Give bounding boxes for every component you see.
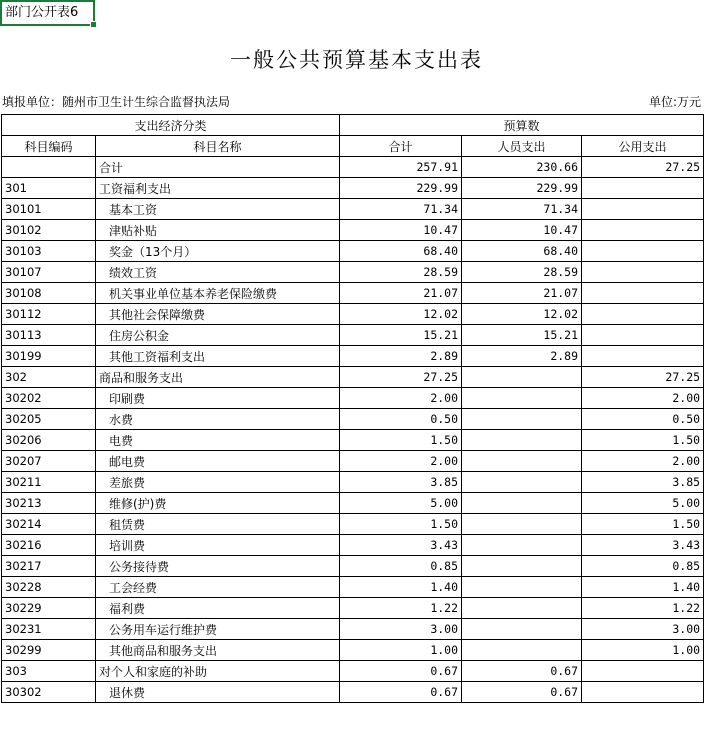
row-name-cell[interactable]: 机关事业单位基本养老保险缴费	[96, 283, 340, 304]
row-code-cell[interactable]: 30206	[2, 430, 96, 451]
header-row-group	[2, 115, 704, 136]
header-code: 科目编码	[2, 136, 96, 157]
row-public-cell[interactable]: 1.50	[582, 430, 704, 451]
table-row[interactable]	[2, 388, 704, 409]
row-name-cell[interactable]: 商品和服务支出	[96, 367, 340, 388]
row-personnel-cell[interactable]: 0.67	[462, 661, 582, 682]
row-public-cell[interactable]	[582, 241, 704, 262]
table-row[interactable]	[2, 283, 704, 304]
selection-fill-handle[interactable]	[90, 21, 97, 28]
row-name-cell[interactable]: 福利费	[96, 598, 340, 619]
row-code-cell[interactable]: 30217	[2, 556, 96, 577]
table-row[interactable]	[2, 346, 704, 367]
row-personnel-cell[interactable]	[462, 619, 582, 640]
row-name-cell[interactable]: 退休费	[96, 682, 340, 703]
row-personnel-cell[interactable]	[462, 640, 582, 661]
row-total-cell[interactable]: 3.85	[340, 472, 462, 493]
row-public-cell[interactable]: 0.50	[582, 409, 704, 430]
row-name-cell[interactable]: 水费	[96, 409, 340, 430]
table-row[interactable]	[2, 640, 704, 661]
row-name-cell[interactable]: 维修(护)费	[96, 493, 340, 514]
row-personnel-cell[interactable]: 68.40	[462, 241, 582, 262]
row-public-cell[interactable]: 3.00	[582, 619, 704, 640]
row-personnel-cell[interactable]	[462, 514, 582, 535]
row-code-cell[interactable]: 30229	[2, 598, 96, 619]
row-personnel-cell[interactable]	[462, 472, 582, 493]
row-name-cell[interactable]: 工会经费	[96, 577, 340, 598]
row-code-cell[interactable]: 30207	[2, 451, 96, 472]
row-personnel-cell[interactable]	[462, 556, 582, 577]
row-code-cell[interactable]: 302	[2, 367, 96, 388]
row-public-cell[interactable]: 27.25	[582, 367, 704, 388]
row-public-cell[interactable]: 1.40	[582, 577, 704, 598]
table-row[interactable]	[2, 367, 704, 388]
row-code-cell[interactable]: 30216	[2, 535, 96, 556]
table-row[interactable]	[2, 661, 704, 682]
row-code-cell[interactable]: 30211	[2, 472, 96, 493]
table-row[interactable]	[2, 451, 704, 472]
row-public-cell[interactable]	[582, 304, 704, 325]
row-public-cell[interactable]: 1.50	[582, 514, 704, 535]
row-total-cell[interactable]: 1.50	[340, 514, 462, 535]
row-public-cell[interactable]	[582, 325, 704, 346]
report-meta-row	[2, 93, 701, 109]
row-code-cell[interactable]: 30205	[2, 409, 96, 430]
row-code-cell[interactable]: 30103	[2, 241, 96, 262]
row-code-cell[interactable]: 30199	[2, 346, 96, 367]
row-public-cell[interactable]: 3.43	[582, 535, 704, 556]
row-code-cell[interactable]: 30107	[2, 262, 96, 283]
row-total-cell[interactable]: 2.00	[340, 388, 462, 409]
row-code-cell[interactable]: 30102	[2, 220, 96, 241]
page-title: 一般公共预算基本支出表	[230, 48, 483, 72]
row-total-cell[interactable]: 27.25	[340, 367, 462, 388]
row-code-cell[interactable]: 30101	[2, 199, 96, 220]
row-code-cell[interactable]: 303	[2, 661, 96, 682]
row-public-cell[interactable]	[582, 199, 704, 220]
row-code-cell[interactable]: 30108	[2, 283, 96, 304]
row-code-cell[interactable]: 30202	[2, 388, 96, 409]
row-code-cell[interactable]: 30213	[2, 493, 96, 514]
row-personnel-cell[interactable]	[462, 577, 582, 598]
header-row-columns	[2, 136, 704, 157]
row-personnel-cell[interactable]: 28.59	[462, 262, 582, 283]
row-code-cell[interactable]: 30299	[2, 640, 96, 661]
table-row[interactable]	[2, 598, 704, 619]
row-personnel-cell[interactable]	[462, 451, 582, 472]
row-code-cell[interactable]	[2, 157, 96, 178]
row-public-cell[interactable]	[582, 661, 704, 682]
table-row[interactable]	[2, 514, 704, 535]
budget-table	[1, 114, 704, 703]
row-total-cell[interactable]: 71.34	[340, 199, 462, 220]
row-total-cell[interactable]: 257.91	[340, 157, 462, 178]
header-public: 公用支出	[582, 136, 704, 157]
row-personnel-cell[interactable]: 21.07	[462, 283, 582, 304]
table-row[interactable]	[2, 304, 704, 325]
row-total-cell[interactable]: 10.47	[340, 220, 462, 241]
row-public-cell[interactable]: 5.00	[582, 493, 704, 514]
filing-unit: 填报单位：随州市卫生计生综合监督执法局	[2, 95, 231, 109]
row-name-cell[interactable]: 合计	[96, 157, 340, 178]
table-row[interactable]	[2, 157, 704, 178]
row-total-cell[interactable]: 0.67	[340, 661, 462, 682]
row-total-cell[interactable]: 68.40	[340, 241, 462, 262]
row-total-cell[interactable]: 21.07	[340, 283, 462, 304]
table-row[interactable]	[2, 325, 704, 346]
row-public-cell[interactable]: 2.00	[582, 388, 704, 409]
table-row[interactable]	[2, 220, 704, 241]
row-personnel-cell[interactable]: 12.02	[462, 304, 582, 325]
table-row[interactable]	[2, 493, 704, 514]
row-total-cell[interactable]: 1.00	[340, 640, 462, 661]
header-personnel: 人员支出	[462, 136, 582, 157]
table-row[interactable]	[2, 199, 704, 220]
row-name-cell[interactable]: 奖金（13个月）	[96, 241, 340, 262]
row-code-cell[interactable]: 30112	[2, 304, 96, 325]
row-total-cell[interactable]: 2.89	[340, 346, 462, 367]
row-total-cell[interactable]: 1.50	[340, 430, 462, 451]
header-name: 科目名称	[96, 136, 340, 157]
row-name-cell[interactable]: 培训费	[96, 535, 340, 556]
header-expense-category: 支出经济分类	[2, 115, 340, 136]
row-total-cell[interactable]: 0.50	[340, 409, 462, 430]
row-personnel-cell[interactable]	[462, 388, 582, 409]
row-public-cell[interactable]: 1.22	[582, 598, 704, 619]
row-name-cell[interactable]: 租赁费	[96, 514, 340, 535]
row-personnel-cell[interactable]	[462, 430, 582, 451]
row-public-cell[interactable]	[582, 220, 704, 241]
sheet-tab-label: 部门公开表6	[5, 5, 79, 20]
row-personnel-cell[interactable]: 0.67	[462, 682, 582, 703]
table-row[interactable]	[2, 472, 704, 493]
table-row[interactable]	[2, 409, 704, 430]
row-name-cell[interactable]: 绩效工资	[96, 262, 340, 283]
row-name-cell[interactable]: 印刷费	[96, 388, 340, 409]
row-total-cell[interactable]: 3.43	[340, 535, 462, 556]
currency-unit: 单位:万元	[648, 95, 701, 109]
table-row[interactable]	[2, 535, 704, 556]
row-name-cell[interactable]: 津贴补贴	[96, 220, 340, 241]
table-body	[2, 157, 704, 703]
row-name-cell[interactable]: 电费	[96, 430, 340, 451]
row-public-cell[interactable]	[582, 262, 704, 283]
row-name-cell[interactable]: 邮电费	[96, 451, 340, 472]
row-personnel-cell[interactable]: 230.66	[462, 157, 582, 178]
table-row[interactable]	[2, 241, 704, 262]
row-name-cell[interactable]: 住房公积金	[96, 325, 340, 346]
header-total: 合计	[340, 136, 462, 157]
row-public-cell[interactable]: 1.00	[582, 640, 704, 661]
row-name-cell[interactable]: 其他商品和服务支出	[96, 640, 340, 661]
row-personnel-cell[interactable]: 71.34	[462, 199, 582, 220]
row-public-cell[interactable]: 27.25	[582, 157, 704, 178]
row-total-cell[interactable]: 5.00	[340, 493, 462, 514]
row-personnel-cell[interactable]: 2.89	[462, 346, 582, 367]
table-row[interactable]	[2, 262, 704, 283]
table-row[interactable]	[2, 682, 704, 703]
row-total-cell[interactable]: 15.21	[340, 325, 462, 346]
row-total-cell[interactable]: 0.85	[340, 556, 462, 577]
table-row[interactable]	[2, 430, 704, 451]
row-public-cell[interactable]	[582, 682, 704, 703]
row-name-cell[interactable]: 基本工资	[96, 199, 340, 220]
row-total-cell[interactable]: 12.02	[340, 304, 462, 325]
row-personnel-cell[interactable]	[462, 367, 582, 388]
row-total-cell[interactable]: 0.67	[340, 682, 462, 703]
row-public-cell[interactable]: 3.85	[582, 472, 704, 493]
row-personnel-cell[interactable]	[462, 535, 582, 556]
row-code-cell[interactable]: 30228	[2, 577, 96, 598]
row-total-cell[interactable]: 1.22	[340, 598, 462, 619]
row-name-cell[interactable]: 对个人和家庭的补助	[96, 661, 340, 682]
row-total-cell[interactable]: 28.59	[340, 262, 462, 283]
row-name-cell[interactable]: 其他社会保障缴费	[96, 304, 340, 325]
table-row[interactable]	[2, 619, 704, 640]
row-public-cell[interactable]: 0.85	[582, 556, 704, 577]
row-public-cell[interactable]: 2.00	[582, 451, 704, 472]
row-personnel-cell[interactable]: 10.47	[462, 220, 582, 241]
table-row[interactable]	[2, 178, 704, 199]
row-code-cell[interactable]: 301	[2, 178, 96, 199]
header-budget-amount: 预算数	[340, 115, 704, 136]
table-row[interactable]	[2, 577, 704, 598]
row-code-cell[interactable]: 30113	[2, 325, 96, 346]
row-personnel-cell[interactable]: 229.99	[462, 178, 582, 199]
row-name-cell[interactable]: 公务接待费	[96, 556, 340, 577]
row-personnel-cell[interactable]	[462, 493, 582, 514]
row-total-cell[interactable]: 229.99	[340, 178, 462, 199]
row-name-cell[interactable]: 公务用车运行维护费	[96, 619, 340, 640]
row-code-cell[interactable]: 30214	[2, 514, 96, 535]
table-row[interactable]	[2, 556, 704, 577]
row-public-cell[interactable]	[582, 346, 704, 367]
row-personnel-cell[interactable]	[462, 598, 582, 619]
row-code-cell[interactable]: 30302	[2, 682, 96, 703]
row-total-cell[interactable]: 1.40	[340, 577, 462, 598]
row-code-cell[interactable]: 30231	[2, 619, 96, 640]
row-total-cell[interactable]: 2.00	[340, 451, 462, 472]
sheet-tab[interactable]	[0, 0, 95, 26]
row-public-cell[interactable]	[582, 283, 704, 304]
row-name-cell[interactable]: 差旅费	[96, 472, 340, 493]
row-personnel-cell[interactable]	[462, 409, 582, 430]
row-name-cell[interactable]: 其他工资福利支出	[96, 346, 340, 367]
row-name-cell[interactable]: 工资福利支出	[96, 178, 340, 199]
row-total-cell[interactable]: 3.00	[340, 619, 462, 640]
row-personnel-cell[interactable]: 15.21	[462, 325, 582, 346]
row-public-cell[interactable]	[582, 178, 704, 199]
